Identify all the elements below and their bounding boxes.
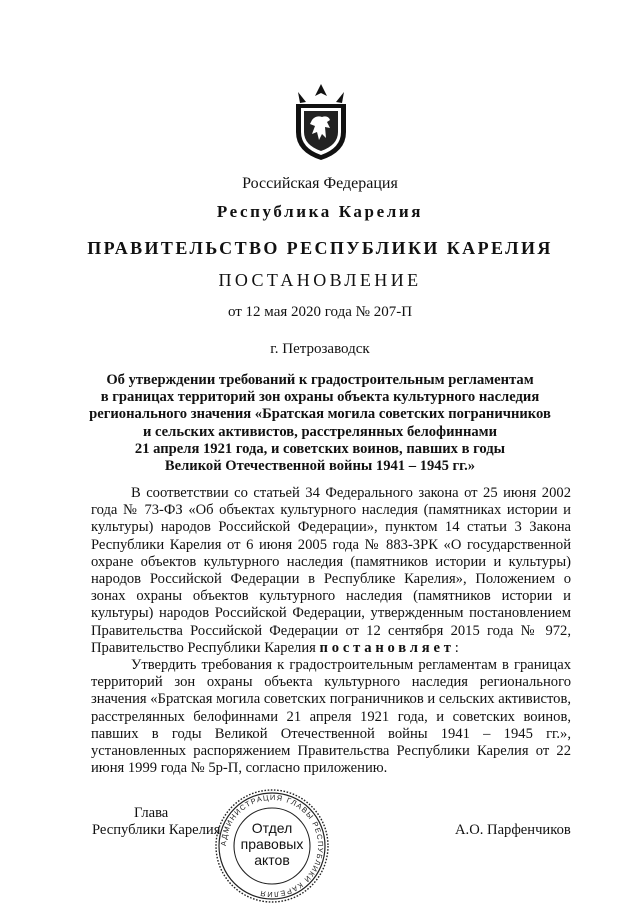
signatory-position-line: Республики Карелия [92, 822, 221, 839]
document-city: г. Петрозаводск [270, 341, 370, 357]
stamp-ring-text: АДМИНИСТРАЦИЯ ГЛАВЫ РЕСПУБЛИКИ КАРЕЛИЯ [218, 792, 326, 900]
resolution-paragraph: Утвердить требования к градостроительным регламентам в границах территорий зон охраны объекта культурного наследия регионального значения «Братская могила советских пограничников и сельских активистов, расстрелянных белофиннами 21 апреля 1921 года, и советских воинов, павших в годы Великой Отечественной войны 1941 – 1945 гг.», установленных распоряжением Правительства Республики Карелия от 22 июня 1999 года № 5р-П, согласно приложению. [91, 657, 571, 777]
title-line: Об утверждении требований к градостроительным регламентам [106, 372, 534, 388]
signatory-name: А.О. Парфенчиков [455, 822, 571, 838]
resolution-verb-colon: : [454, 639, 459, 656]
title-line: Великой Отечественной войны 1941 – 1945 гг.» [164, 458, 476, 475]
document-title [60, 372, 580, 475]
stamp-line: Отдел [251, 820, 293, 836]
republic-name: Республика Карелия [216, 202, 424, 221]
document-date-number: от 12 мая 2020 года № 207-П [227, 304, 413, 320]
title-line: и сельских активистов, расстрелянных белофиннами [142, 423, 498, 440]
official-stamp [213, 787, 331, 905]
document-type: ПОСТАНОВЛЕНИЕ [218, 270, 422, 290]
title-line: в границах территорий зон охраны объекта культурного наследия [100, 389, 540, 406]
preamble-paragraph [91, 485, 571, 657]
stamp-line: правовых [240, 836, 304, 852]
resolution-verb: постановляет [319, 639, 455, 656]
stamp-line: актов [254, 852, 290, 868]
signatory-position-line: Глава [134, 805, 169, 821]
country-name: Российская Федерация [242, 175, 398, 192]
title-line: регионального значения «Братская могила советских пограничников [89, 406, 551, 423]
document-body [91, 485, 571, 777]
title-line: 21 апреля 1921 года, и советских воинов, павших в годы [134, 440, 506, 457]
karelia-coat-of-arms-icon [292, 82, 350, 162]
signatory-position [92, 805, 220, 839]
preamble-text: В соответствии со статьей 34 Федерального закона от 25 июня 2002 года № 73-ФЗ «Об объектах культурного наследия (памятниках истории и культуры) народов Российской Федерации», пунктом 14 статьи 3 Закона Республики Карелия от 6 июня 2005 года № 883-ЗРК «О государственной охране объектов культурного наследия (памятников истории и культуры) народов Российской Федерации в Республике Карелия», Положением о зонах охраны объектов культурного наследия (памятников истории и культуры) народов Российской Федерации, утвержденным постановлением Правительства Российской Федерации от 12 сентября 2015 года № 972, Правительство Республики Карелия [91, 485, 571, 656]
government-name: ПРАВИТЕЛЬСТВО РЕСПУБЛИКИ КАРЕЛИЯ [87, 238, 553, 258]
